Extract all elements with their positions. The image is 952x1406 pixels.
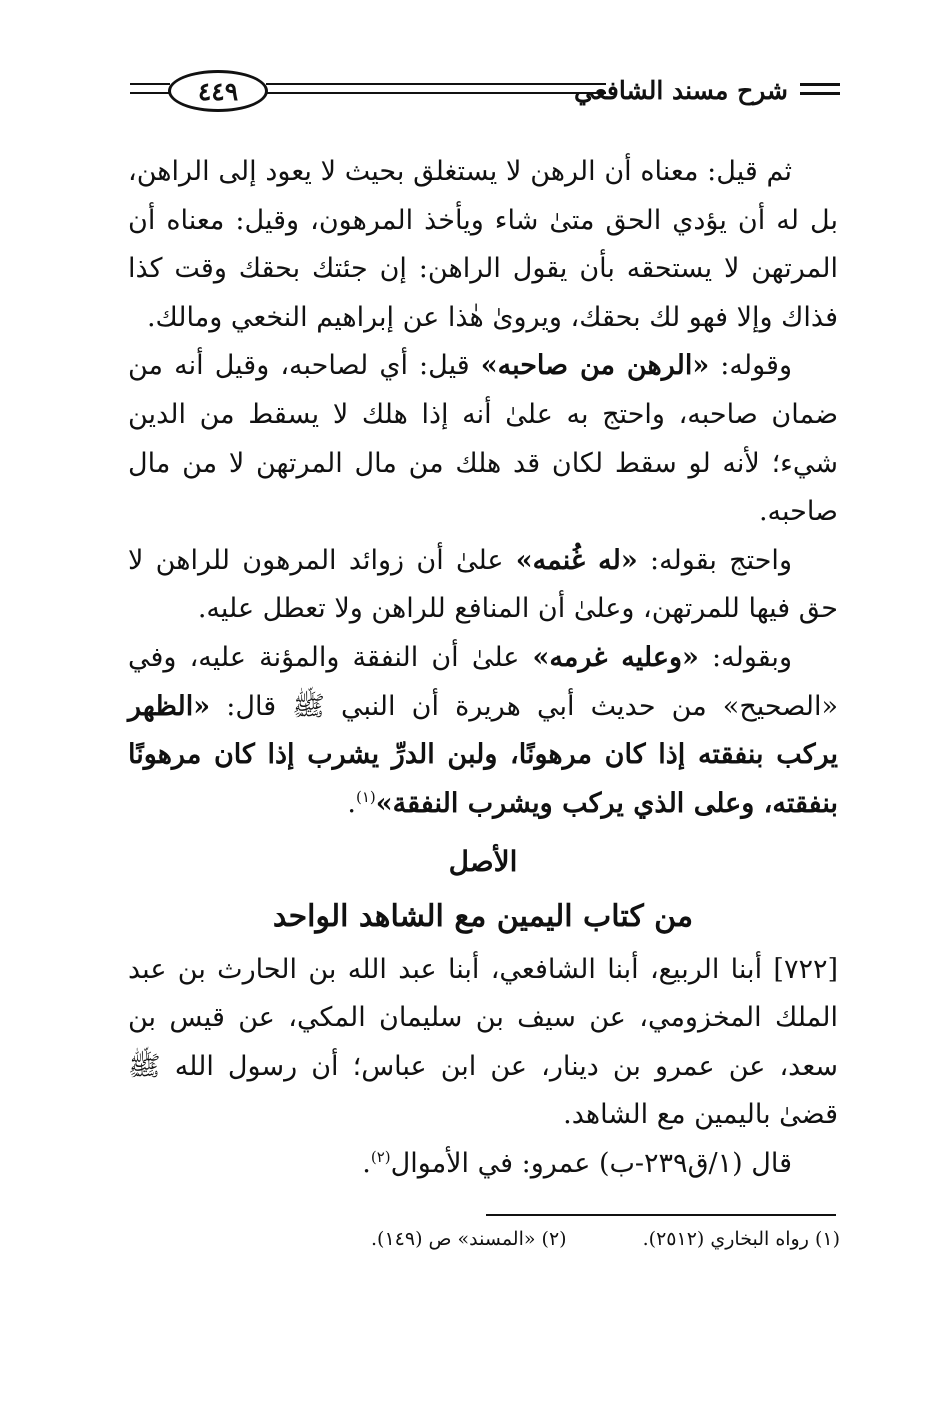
header-title: شرح مسند الشافعي [574, 76, 788, 105]
footnotes [250, 1228, 840, 1250]
header-rule-left-2 [130, 92, 170, 94]
paragraph-2-lead: وقوله: [709, 350, 793, 382]
paragraph-4-end: . [347, 787, 356, 819]
footnote-2: (٢) «المسند» ص (١٤٩). [371, 1228, 567, 1250]
body-text [128, 148, 838, 1188]
header-rule-middle-2 [266, 92, 606, 94]
paragraph-1 [128, 148, 838, 342]
paragraph-2-text: قيل: أي لصاحبه، وقيل أنه من ضمان صاحبه، واحتج به علىٰ أنه إذا هلك لا يسقط من الدين شيء؛ لأنه لو سقط لكان قد هلك من مال المرتهن لا من مال صاحبه. [128, 350, 838, 528]
paragraph-5-text: [٧٢٢] أبنا الربيع، أبنا الشافعي، أبنا عبد الله بن الحارث بن عبد الملك المخزومي، عن سيف بن سليمان المكي، عن قيس بن سعد، عن عمرو بن دينار، عن ابن عباس؛ أن رسول الله ﷺ قضىٰ باليمين مع الشاهد. [128, 953, 838, 1131]
paragraph-4 [128, 634, 838, 828]
header-dash-2 [800, 92, 840, 95]
hadith-quote-1: «الرهن من صاحبه» [480, 350, 710, 382]
header-rule-middle [266, 83, 606, 85]
paragraph-6-end: . [362, 1147, 371, 1179]
footnote-1: (١) رواه البخاري (٢٥١٢). [642, 1228, 840, 1250]
footnote-separator [486, 1214, 836, 1216]
section-heading: الأصل [448, 845, 518, 879]
paragraph-2 [128, 342, 838, 536]
header-dash [800, 83, 840, 86]
paragraph-3 [128, 537, 838, 634]
hadith-quote-4: «الظهر يركب بنفقته إذا كان مرهونًا، ولبن الدرِّ يشرب إذا كان مرهونًا بنفقته، وعلى الذي يركب ويشرب النفقة» [128, 690, 838, 819]
hadith-quote-3: «وعليه غرمه» [532, 641, 699, 673]
footnote-ref-2: (٢) [370, 1147, 391, 1166]
footnote-ref-1: (١) [356, 787, 376, 806]
header-rule-left [130, 83, 170, 85]
chapter-heading: من كتاب اليمين مع الشاهد الواحد [272, 898, 694, 934]
paragraph-4-lead: وبقوله: [698, 641, 792, 673]
paragraph-5 [128, 946, 838, 1140]
running-header [120, 66, 840, 126]
paragraph-3-text: علىٰ أن زوائد المرهون للراهن لا حق فيها للمرتهن، وعلىٰ أن المنافع للراهن ولا تعطل عليه. [128, 544, 838, 625]
hadith-quote-2: «له غُنمه» [515, 544, 638, 576]
paragraph-1-text: ثم قيل: معناه أن الرهن لا يستغلق بحيث لا يعود إلى الراهن، بل له أن يؤدي الحق متىٰ شاء ويأخذ المرهون، وقيل: معناه أن المرتهن لا يستحقه بأن يقول الراهن: إن جئتك بحقك وقت كذا فذاك وإلا فهو لك بحقك، ويروىٰ هٰذا عن إبراهيم النخعي ومالك. [128, 156, 838, 333]
page-number: ٤٤٩ [168, 70, 268, 112]
paragraph-6-text: قال (١/ق٢٣٩-ب) عمرو: في الأموال [390, 1147, 792, 1179]
paragraph-3-lead: واحتج بقوله: [637, 544, 792, 576]
paragraph-6 [128, 1140, 838, 1189]
paragraph-4-text: علىٰ أن النفقة والمؤنة عليه، وفي «الصحيح» من حديث أبي هريرة أن النبي ﷺ قال: [128, 641, 838, 722]
